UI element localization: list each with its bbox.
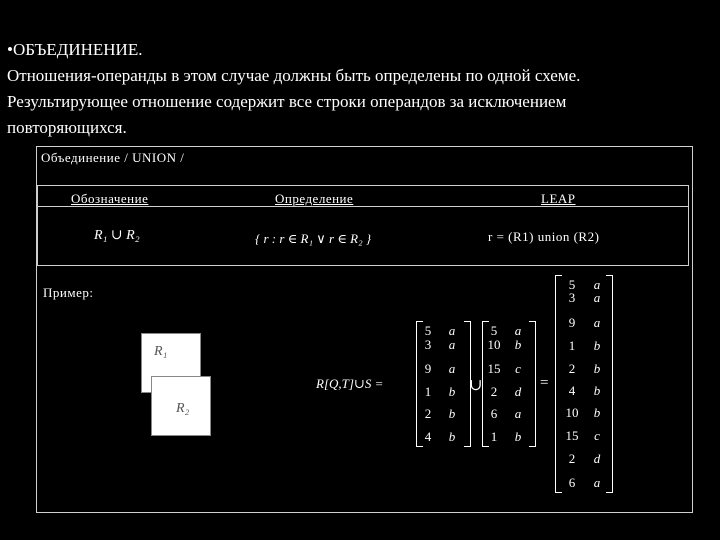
matrix_rt-cell: 3	[424, 337, 432, 352]
matrix_rt-cell: a	[448, 337, 456, 352]
matrix-result-left-bracket	[555, 275, 562, 493]
matrix_rt-cell: a	[448, 361, 456, 376]
matrix_rt-cell: a	[448, 323, 456, 338]
matrix_s-cell: 15	[487, 361, 501, 376]
matrix_result-cell: 3	[568, 290, 576, 305]
intro-line-3: повторяющихся.	[7, 118, 127, 137]
matrix_rt-cell: 1	[424, 384, 432, 399]
matrix_result-cell: 6	[568, 475, 576, 490]
matrix_result-cell: 1	[568, 338, 576, 353]
matrix_rt-cell: 4	[424, 429, 432, 444]
matrix_result-cell: b	[593, 383, 601, 398]
matrix_s-cell: 2	[490, 384, 498, 399]
table-top-line	[37, 185, 688, 186]
matrix_s-cell: 1	[490, 429, 498, 444]
definition-formula: { r : r ∈ R₁ ∨ r ∈ R₂ }	[255, 231, 372, 246]
table-bottom-line	[37, 265, 688, 266]
matrix_s-cell: b	[514, 337, 522, 352]
matrix_result-cell: 2	[568, 451, 576, 466]
matrix_rt-cell: b	[448, 406, 456, 421]
intro-text	[7, 37, 713, 141]
intro-line-1: Отношения-операнды в этом случае должны быть определены по одной схеме.	[7, 66, 581, 85]
relation-r2-label: R₂	[176, 401, 190, 416]
relation-r2-box	[151, 376, 211, 436]
matrix_result-cell: d	[593, 451, 601, 466]
matrix-s-right-bracket	[529, 321, 536, 447]
column-leap: LEAP	[541, 191, 576, 206]
column-notation: Обозначение	[71, 191, 149, 206]
example-label: Пример:	[43, 285, 94, 300]
table-left-line	[37, 185, 38, 266]
matrix-result-right-bracket	[606, 275, 613, 493]
table-right-line	[688, 185, 689, 266]
matrix_rt-cell: b	[448, 429, 456, 444]
union-diagram	[36, 146, 693, 513]
relation-r1-label: R₁	[154, 344, 168, 359]
matrix_result-cell: a	[593, 475, 601, 490]
matrix_s-cell: c	[515, 361, 521, 376]
matrix_rt-cell: 9	[424, 361, 432, 376]
matrix_result-cell: 5	[568, 277, 576, 292]
matrix_rt-cell: 2	[424, 406, 432, 421]
matrix_s-cell: a	[514, 406, 522, 421]
matrix_result-cell: a	[593, 277, 601, 292]
matrix_result-cell: b	[593, 405, 601, 420]
matrix_rt-cell: 5	[424, 323, 432, 338]
matrix_s-cell: 10	[487, 337, 501, 352]
matrix_result-cell: b	[593, 361, 601, 376]
matrix_s-cell: d	[514, 384, 522, 399]
matrix_result-cell: a	[593, 315, 601, 330]
union-expression: R[Q,T]∪S =	[316, 376, 384, 391]
matrix_result-cell: c	[594, 428, 600, 443]
matrix_result-cell: 10	[565, 405, 579, 420]
matrix_s-cell: b	[514, 429, 522, 444]
matrix_result-cell: 2	[568, 361, 576, 376]
equals-sign: =	[540, 375, 549, 391]
diagram-title: Объединение / UNION /	[41, 150, 185, 165]
matrix_result-cell: a	[593, 290, 601, 305]
matrix_result-cell: 4	[568, 383, 576, 398]
matrix_rt-cell: b	[448, 384, 456, 399]
section-heading: •ОБЪЕДИНЕНИЕ.	[7, 40, 143, 59]
intro-line-2: Результирующее отношение содержит все строки операндов за исключением	[7, 92, 567, 111]
column-definition: Определение	[275, 191, 354, 206]
matrix_result-cell: b	[593, 338, 601, 353]
leap-expression: r = (R1) union (R2)	[488, 229, 600, 244]
notation-formula: R₁ ∪ R₂	[94, 228, 140, 243]
matrix_result-cell: 9	[568, 315, 576, 330]
union-sign: ∪	[469, 377, 483, 394]
matrix_result-cell: 15	[565, 428, 579, 443]
matrix_s-cell: a	[514, 323, 522, 338]
matrix_s-cell: 5	[490, 323, 498, 338]
matrix_s-cell: 6	[490, 406, 498, 421]
